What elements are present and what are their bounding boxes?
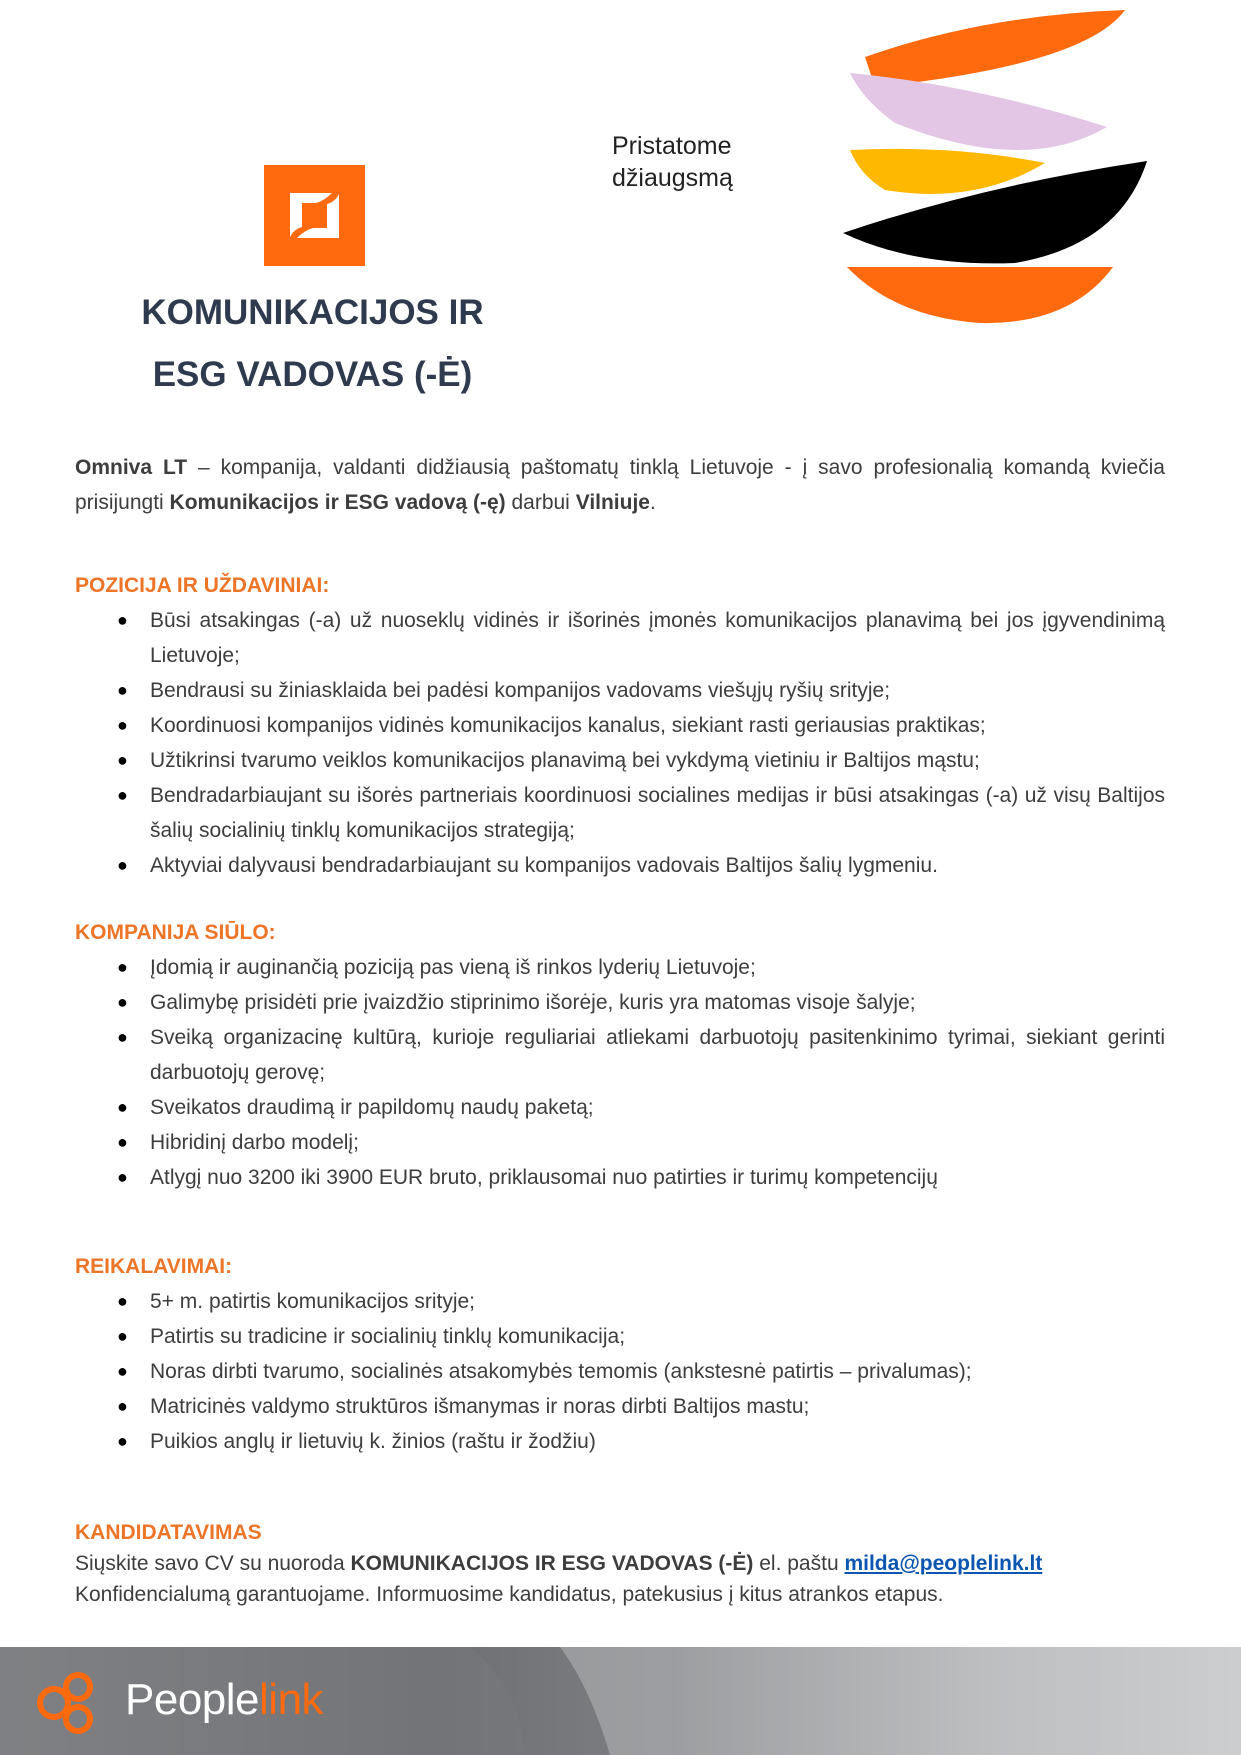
tagline-line-1: Pristatome (612, 132, 732, 160)
list-item (75, 1424, 1165, 1459)
list-item-text: 5+ m. patirtis komunikacijos srityje; (150, 1290, 476, 1313)
bullet-icon: ● (117, 1326, 128, 1346)
tasks-list (75, 603, 1165, 883)
main-content (75, 450, 1165, 1610)
list-item (75, 950, 1165, 985)
job-title (110, 282, 515, 406)
bullet-icon: ● (117, 680, 128, 700)
section-offer (75, 915, 1165, 1195)
apply-line-1 (75, 1548, 1165, 1579)
apply-heading: KANDIDATAVIMAS (75, 1521, 262, 1544)
bullet-icon: ● (117, 610, 128, 630)
list-item (75, 778, 1165, 848)
list-item (75, 1125, 1165, 1160)
bullet-icon: ● (117, 855, 128, 875)
list-item-text: Matricinės valdymo struktūros išmanymas ir noras dirbti Baltijos mastu; (150, 1395, 810, 1418)
intro-text-2: darbui (505, 491, 576, 514)
list-item-text: Bendrausi su žiniasklaida bei padėsi kompanijos vadovams viešųjų ryšių srityje; (150, 679, 891, 702)
apply-line-2: Konfidencialumą garantuojame. Informuosime kandidatus, patekusius į kitus atrankos etapus. (75, 1583, 944, 1606)
list-item-text: Būsi atsakingas (-a) už nuoseklų vidinės ir išorinės įmonės komunikacijos planavimą bei jos įgyvendinimą Lietuvoje; (150, 609, 1165, 667)
section-requirements (75, 1249, 1165, 1459)
bullet-icon: ● (117, 1396, 128, 1416)
list-item-text: Patirtis su tradicine ir socialinių tinklų komunikacija; (150, 1325, 626, 1348)
bullet-icon: ● (117, 785, 128, 805)
list-item (75, 1389, 1165, 1424)
list-item (75, 1160, 1165, 1195)
company-name: Omniva LT (75, 456, 188, 479)
section-heading: REIKALAVIMAI: (75, 1255, 233, 1278)
bullet-icon: ● (117, 1167, 128, 1187)
list-item (75, 708, 1165, 743)
petal-orange-top (865, 10, 1125, 87)
section-tasks (75, 568, 1165, 883)
list-item-text: Hibridinį darbo modelį; (150, 1131, 359, 1154)
email-link[interactable]: milda@peoplelink.lt (844, 1552, 1043, 1575)
list-item-text: Aktyviai dalyvausi bendradarbiaujant su kompanijos vadovais Baltijos šalių lygmeniu. (150, 854, 938, 877)
bullet-icon: ● (117, 715, 128, 735)
tagline-line-2: džiaugsmą (612, 164, 733, 192)
title-line-2: ESG VADOVAS (-Ė) (152, 355, 473, 394)
list-item (75, 673, 1165, 708)
intro-text-1: – kompanija, valdanti didžiausią paštomatų tinklą Lietuvoje - į savo profesionalią komandą kviečia prisijungti (75, 456, 1165, 514)
section-heading: KOMPANIJA SIŪLO: (75, 921, 276, 944)
bullet-icon: ● (117, 1361, 128, 1381)
footer-banner (0, 1647, 1241, 1755)
bullet-icon: ● (117, 1097, 128, 1117)
list-item-text: Atlygį nuo 3200 iki 3900 EUR bruto, priklausomai nuo patirties ir turimų kompetencijų (150, 1166, 938, 1189)
list-item-text: Noras dirbti tvarumo, socialinės atsakomybės temomis (ankstesnė patirtis – privalumas); (150, 1360, 972, 1383)
section-heading: POZICIJA IR UŽDAVINIAI: (75, 574, 330, 597)
peoplelink-wordmark (125, 1673, 323, 1727)
bullet-icon: ● (117, 1027, 128, 1047)
list-item (75, 1284, 1165, 1319)
apply-text-1: Siųskite savo CV su nuoroda (75, 1552, 351, 1575)
list-item-text: Įdomią ir auginančią poziciją pas vieną iš rinkos lyderių Lietuvoje; (150, 956, 756, 979)
section-apply (75, 1517, 1165, 1610)
list-item (75, 1354, 1165, 1389)
bullet-icon: ● (117, 1291, 128, 1311)
list-item (75, 1090, 1165, 1125)
bullet-icon: ● (117, 1132, 128, 1152)
intro-position: Komunikacijos ir ESG vadovą (-ę) (169, 491, 506, 514)
list-item-text: Sveiką organizacinę kultūrą, kurioje reguliariai atliekami darbuotojų pasitenkinimo tyrimai, siekiant gerinti darbuotojų gerovę; (150, 1026, 1165, 1084)
list-item-text: Galimybę prisidėti prie įvaizdžio stiprinimo išorėje, kuris yra matomas visoje šalyje; (150, 991, 916, 1014)
list-item-text: Puikios anglų ir lietuvių k. žinios (raštu ir žodžiu) (150, 1430, 596, 1453)
petals-illustration (835, 5, 1155, 335)
requirements-list (75, 1284, 1165, 1459)
intro-city: Vilniuje (575, 491, 650, 514)
intro-paragraph (75, 450, 1165, 520)
bullet-icon: ● (117, 1431, 128, 1451)
title-line-1: KOMUNIKACIJOS IR (141, 293, 484, 332)
peoplelink-logo-icon (30, 1669, 108, 1737)
list-item-text: Sveikatos draudimą ir papildomų naudų paketą; (150, 1096, 594, 1119)
brand-part-1: People (125, 1675, 260, 1724)
petal-lilac (850, 73, 1107, 150)
brand-part-2: link (259, 1675, 324, 1724)
list-item-text: Koordinuosi kompanijos vidinės komunikacijos kanalus, siekiant rasti geriausias praktikas; (150, 714, 986, 737)
bullet-icon: ● (117, 957, 128, 977)
list-item (75, 603, 1165, 673)
apply-position-ref: KOMUNIKACIJOS IR ESG VADOVAS (-Ė) (350, 1552, 754, 1575)
list-item (75, 1020, 1165, 1090)
petal-orange-bottom (847, 267, 1113, 323)
offer-list (75, 950, 1165, 1195)
omniva-logo-icon (264, 165, 365, 266)
list-item (75, 848, 1165, 883)
bullet-icon: ● (117, 992, 128, 1012)
apply-text-2: el. paštu (753, 1552, 845, 1575)
list-item (75, 743, 1165, 778)
list-item (75, 985, 1165, 1020)
intro-text-3: . (650, 491, 656, 514)
bullet-icon: ● (117, 750, 128, 770)
list-item-text: Bendradarbiaujant su išorės partneriais koordinuosi socialines medijas ir būsi atsakingas (-a) už visų Baltijos šalių socialinių tinklų komunikacijos strategiją; (150, 784, 1165, 842)
list-item-text: Užtikrinsi tvarumo veiklos komunikacijos planavimą bei vykdymą vietiniu ir Baltijos mąstu; (150, 749, 980, 772)
list-item (75, 1319, 1165, 1354)
tagline (612, 130, 733, 194)
